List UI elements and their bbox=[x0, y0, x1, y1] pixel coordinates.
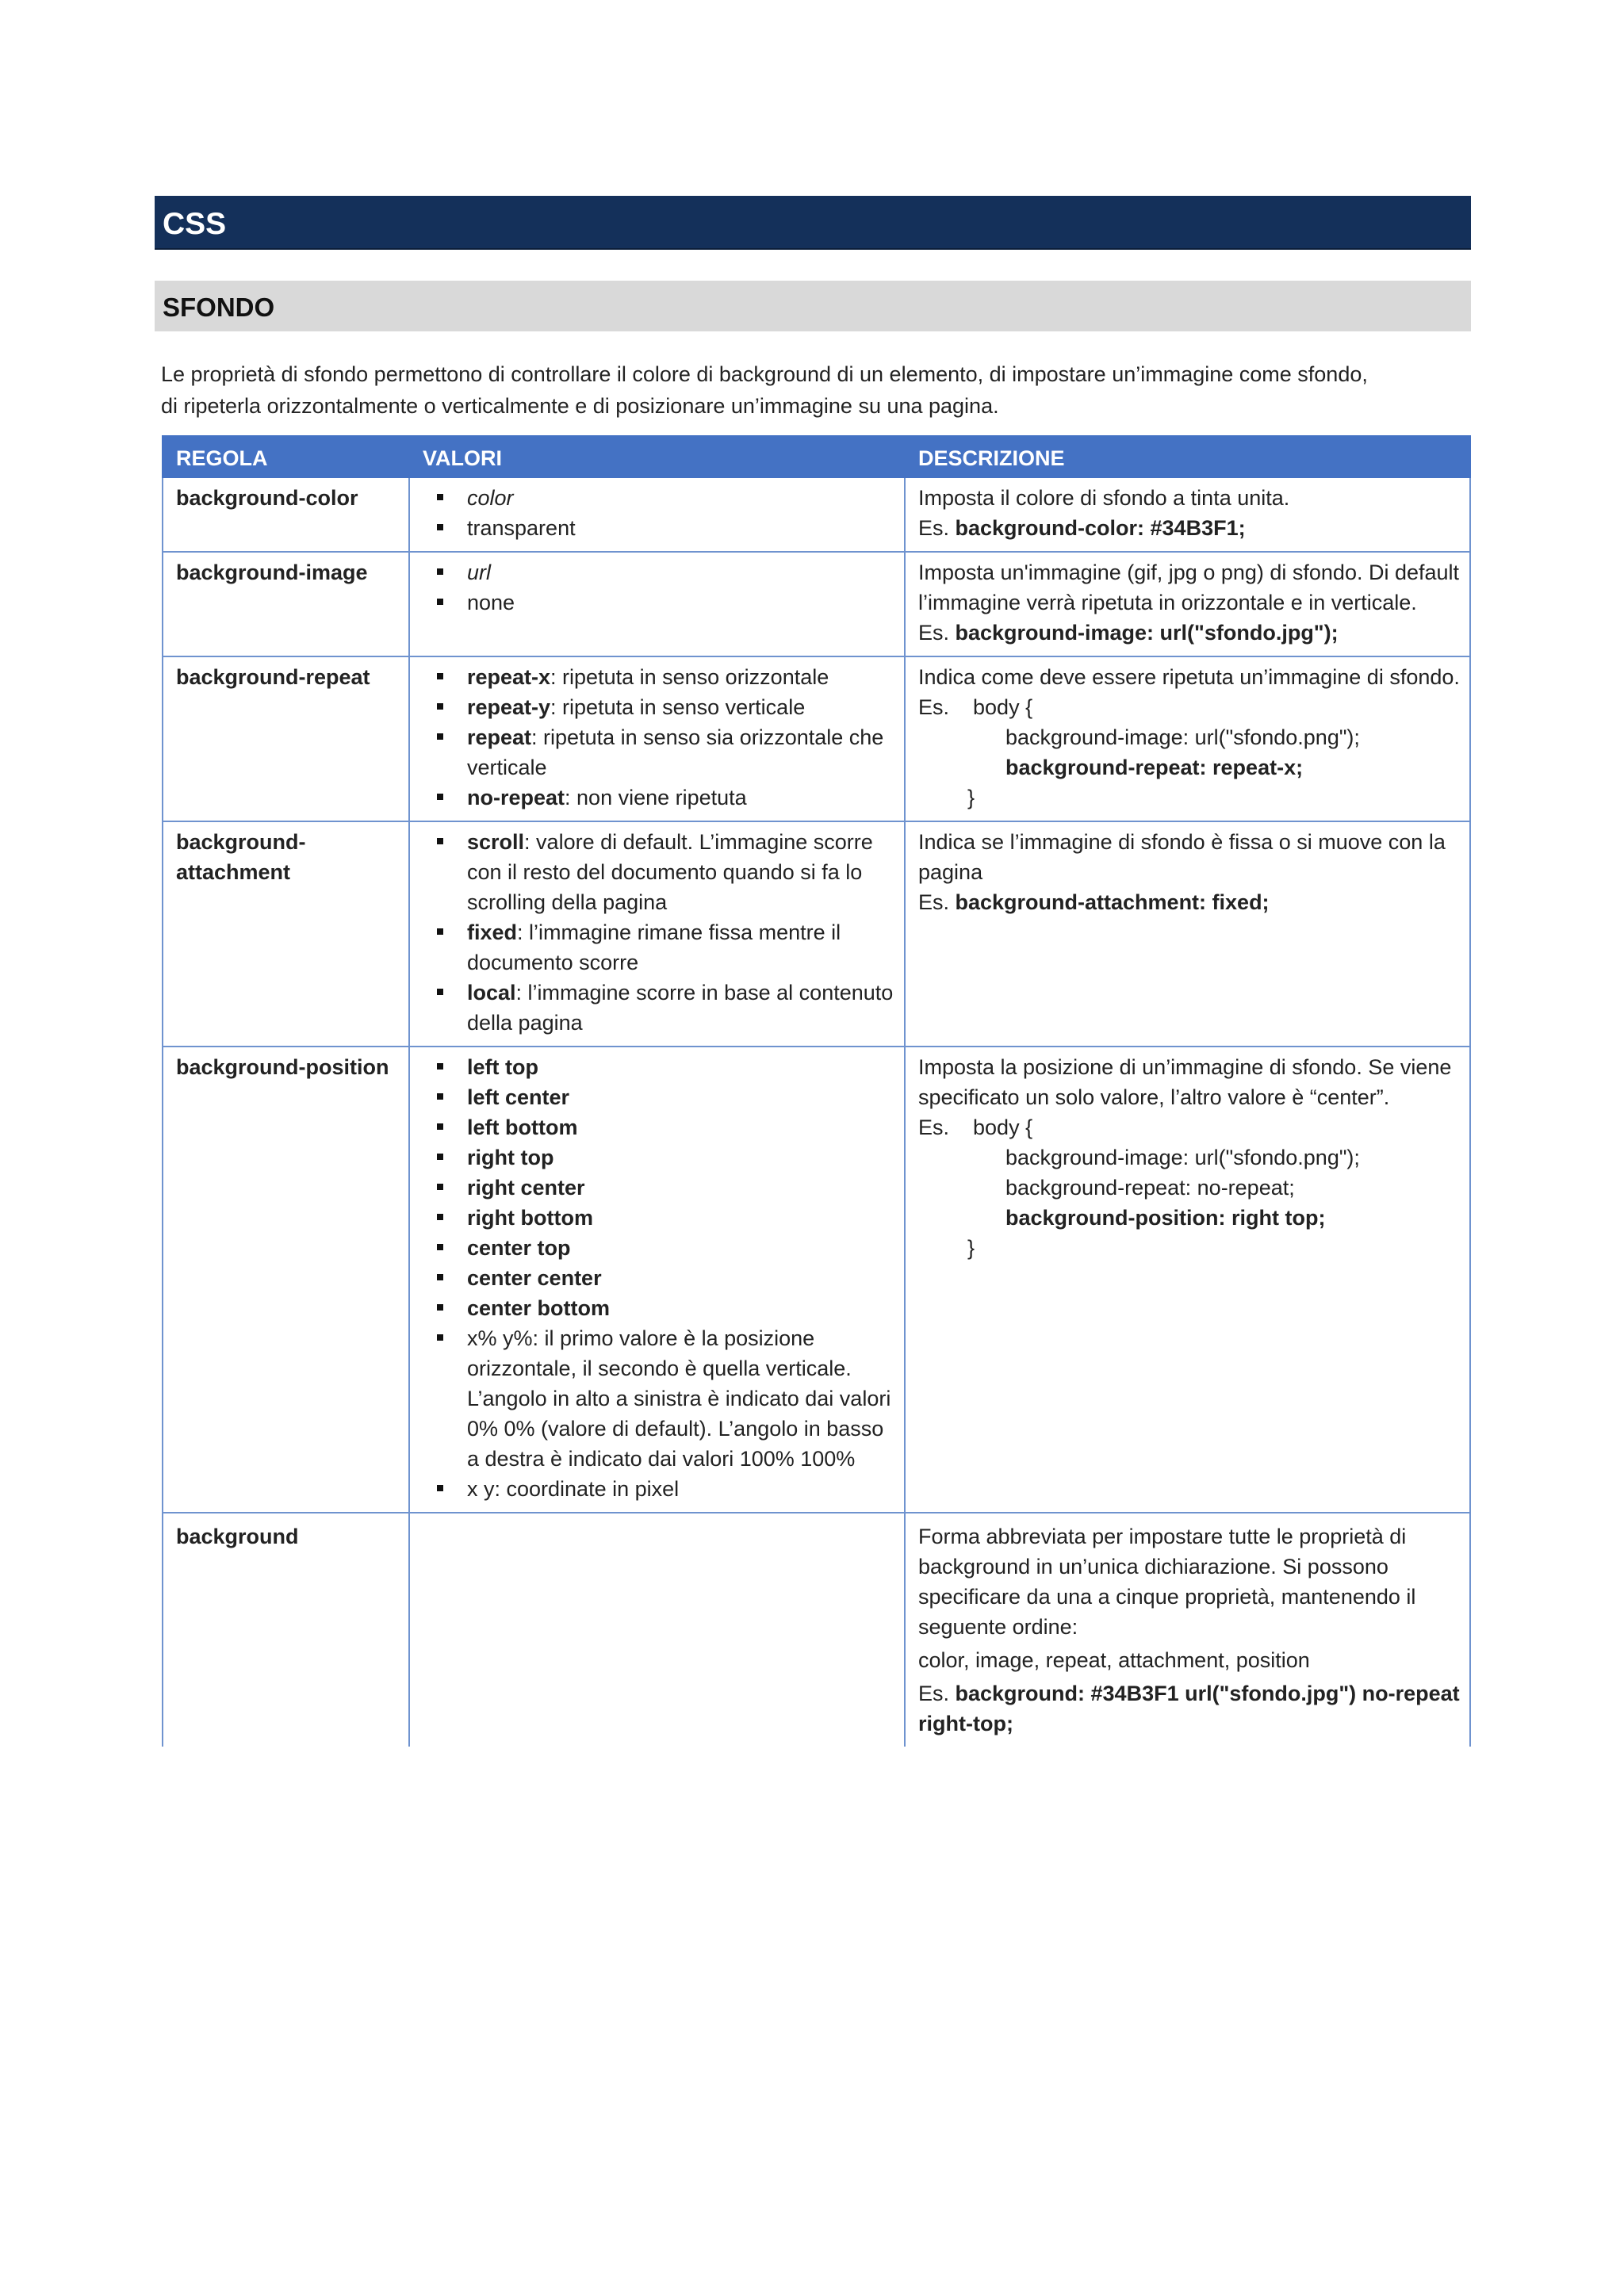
list-item: left top bbox=[423, 1052, 894, 1082]
table-row bbox=[163, 1047, 1470, 1513]
code-line: background-image: url("sfondo.png"); bbox=[1005, 725, 1360, 749]
example-line: Es. background-attachment: fixed; bbox=[918, 890, 1270, 914]
list-item: center center bbox=[423, 1263, 894, 1293]
list-item: url bbox=[423, 557, 894, 587]
description-cell bbox=[905, 821, 1470, 1047]
rule-name: background- attachment bbox=[163, 821, 409, 1047]
list-item: repeat-y: ripetuta in senso verticale bbox=[423, 692, 894, 722]
table-row bbox=[163, 1513, 1470, 1747]
description-text: Imposta un'immagine (gif, jpg o png) di sfondo. Di default l’immagine verrà ripetuta in orizzontale e in verticale. bbox=[918, 561, 1460, 614]
code-line: background-repeat: no-repeat; bbox=[1005, 1176, 1295, 1200]
code-open: Es. body { bbox=[918, 1115, 1033, 1139]
description-text: Indica come deve essere ripetuta un’immagine di sfondo. bbox=[918, 665, 1460, 689]
list-item: repeat: ripetuta in senso sia orizzontale che verticale bbox=[423, 722, 894, 783]
description-text: Indica se l’immagine di sfondo è fissa o si muove con la pagina bbox=[918, 830, 1446, 884]
rule-name: background bbox=[163, 1513, 409, 1747]
values-cell bbox=[409, 656, 905, 821]
list-item: right center bbox=[423, 1173, 894, 1203]
code-close: } bbox=[967, 786, 975, 809]
intro-line: Le proprietà di sfondo permettono di controllare il colore di background di un elemento, di impostare un’immagine come sfondo, bbox=[161, 362, 1368, 386]
code-open: Es. body { bbox=[918, 695, 1033, 719]
description-text: Forma abbreviata per impostare tutte le proprietà di background in un’unica dichiarazione. Si possono specificare da una a cinque proprietà, mantenendo il seguente ordine: bbox=[918, 1525, 1416, 1639]
list-item: color bbox=[423, 483, 894, 513]
list-item: left bottom bbox=[423, 1112, 894, 1142]
values-cell bbox=[409, 552, 905, 656]
list-item: x% y%: il primo valore è la posizione orizzontale, il secondo è quella verticale. L’angolo in alto a sinistra è indicato dai valori 0% 0% (valore di default). L’angolo in basso a destra è indicato dai valori 100% 100% bbox=[423, 1323, 894, 1474]
section-banner bbox=[155, 281, 1471, 331]
description-cell bbox=[905, 656, 1470, 821]
description-text: color, image, repeat, attachment, position bbox=[918, 1648, 1310, 1672]
table-row bbox=[163, 821, 1470, 1047]
example-line: Es. background-image: url("sfondo.jpg"); bbox=[918, 621, 1339, 645]
values-cell bbox=[409, 821, 905, 1047]
section-title: SFONDO bbox=[163, 293, 275, 322]
list-item: no-repeat: non viene ripetuta bbox=[423, 783, 894, 813]
code-close: } bbox=[967, 1236, 975, 1260]
description-cell bbox=[905, 1513, 1470, 1747]
code-line: background-position: right top; bbox=[1005, 1206, 1326, 1230]
list-item: scroll: valore di default. L’immagine scorre con il resto del documento quando si fa lo scrolling della pagina bbox=[423, 827, 894, 917]
document-title-banner bbox=[155, 196, 1471, 250]
table-row bbox=[163, 477, 1470, 552]
rule-name: background-position bbox=[163, 1047, 409, 1513]
values-cell bbox=[409, 1047, 905, 1513]
list-item: x y: coordinate in pixel bbox=[423, 1474, 894, 1504]
column-header-rule: REGOLA bbox=[163, 436, 409, 477]
document-title: CSS bbox=[163, 207, 227, 241]
values-cell bbox=[409, 477, 905, 552]
example-line: Es. background-color: #34B3F1; bbox=[918, 516, 1246, 540]
column-header-description: DESCRIZIONE bbox=[905, 436, 1470, 477]
list-item: local: l’immagine scorre in base al contenuto della pagina bbox=[423, 978, 894, 1038]
list-item: right top bbox=[423, 1142, 894, 1173]
rule-name: background-image bbox=[163, 552, 409, 656]
table-row bbox=[163, 552, 1470, 656]
description-cell bbox=[905, 477, 1470, 552]
list-item: none bbox=[423, 587, 894, 618]
rule-name: background-color bbox=[163, 477, 409, 552]
list-item: transparent bbox=[423, 513, 894, 543]
example-line: Es. background: #34B3F1 url("sfondo.jpg") no-repeat right-top; bbox=[918, 1682, 1460, 1735]
intro-line: di ripeterla orizzontalmente o verticalmente e di posizionare un’immagine su una pagina. bbox=[161, 394, 999, 418]
list-item: right bottom bbox=[423, 1203, 894, 1233]
list-item: center top bbox=[423, 1233, 894, 1263]
values-cell bbox=[409, 1513, 905, 1747]
table-header-row bbox=[163, 436, 1470, 477]
description-cell bbox=[905, 1047, 1470, 1513]
rule-name: background-repeat bbox=[163, 656, 409, 821]
intro-paragraph bbox=[161, 358, 1469, 422]
code-line: background-image: url("sfondo.png"); bbox=[1005, 1146, 1360, 1169]
description-text: Imposta il colore di sfondo a tinta unita. bbox=[918, 486, 1290, 510]
table-row bbox=[163, 656, 1470, 821]
code-line: background-repeat: repeat-x; bbox=[1005, 756, 1304, 779]
list-item: repeat-x: ripetuta in senso orizzontale bbox=[423, 662, 894, 692]
description-cell bbox=[905, 552, 1470, 656]
list-item: fixed: l’immagine rimane fissa mentre il documento scorre bbox=[423, 917, 894, 978]
list-item: center bottom bbox=[423, 1293, 894, 1323]
list-item: left center bbox=[423, 1082, 894, 1112]
properties-table bbox=[162, 435, 1471, 1747]
description-text: Imposta la posizione di un’immagine di sfondo. Se viene specificato un solo valore, l’altro valore è “center”. bbox=[918, 1055, 1452, 1109]
column-header-values: VALORI bbox=[409, 436, 905, 477]
